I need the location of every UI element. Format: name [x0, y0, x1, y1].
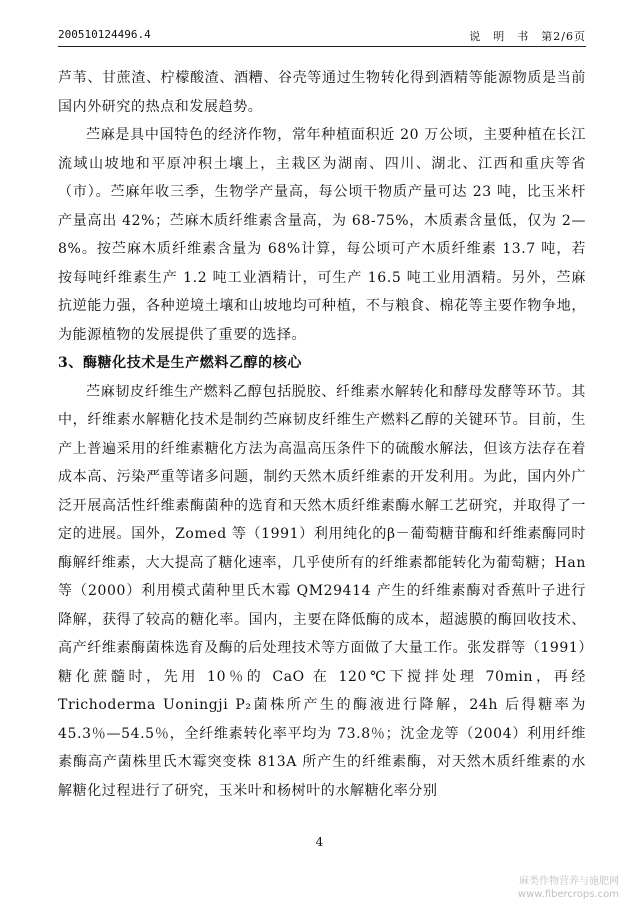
header-section-page: 说 明 书 第2/6页	[469, 30, 586, 43]
document-number: 200510124496.4	[58, 28, 151, 41]
section-heading: 3、酶糖化技术是生产燃料乙醇的核心	[58, 355, 302, 371]
paragraph-1: 芦苇、甘蔗渣、柠檬酸渣、酒糟、谷壳等通过生物转化得到酒精等能源物质是当前国内外研究的热点和发展趋势。	[58, 70, 586, 115]
watermark-url: www.fibercrops.com	[517, 889, 619, 900]
document-body	[58, 64, 586, 805]
watermark-title: 麻类作物营养与施肥网	[519, 876, 619, 887]
page-header	[58, 24, 586, 46]
page-number: 4	[315, 835, 324, 849]
paragraph-2: 苎麻是具中国特色的经济作物，常年种植面积近 20 万公顷，主要种植在长江流域山坡地和平原冲积土壤上，主栽区为湖南、四川、湖北、江西和重庆等省（市）。苎麻年收三季，生物学产量高，每公顷干物质产量可达 23 吨，比玉米杆产量高出 42%；苎麻木质纤维素含量高，为 68-75%，木质素含量低，仅为 2—8%。按苎麻木质纤维素含量为 68%计算，每公顷可产木质纤维素 13.7 吨，若按每吨纤维素生产 1.2 吨工业酒精计，可生产 16.5 吨工业用酒精。另外，苎麻抗逆能力强，各种逆境土壤和山坡地均可种植，不与粮食、棉花等主要作物争地，为能源植物的发展提供了重要的选择。	[58, 127, 586, 343]
watermark	[518, 875, 619, 901]
paragraph-3: 苎麻韧皮纤维生产燃料乙醇包括脱胶、纤维素水解转化和酵母发酵等环节。其中，纤维素水解糖化技术是制约苎麻韧皮纤维生产燃料乙醇的关键环节。目前，生产上普遍采用的纤维素糖化方法为高温高压条件下的硫酸水解法，但该方法存在着成本高、污染严重等诸多问题，制约天然木质纤维素的开发利用。为此，国内外广泛开展高活性纤维素酶菌种的选育和天然木质纤维素酶水解工艺研究，并取得了一定的进展。国外，Zomed 等（1991）利用纯化的β－葡萄糖苷酶和纤维素酶同时酶解纤维素，大大提高了糖化速率，几乎使所有的纤维素都能转化为葡萄糖；Han 等（2000）利用模式菌种里氏木霉 QM29414 产生的纤维素酶对香蕉叶子进行降解，获得了较高的糖化率。国内，主要在降低酶的成本，超滤膜的酶回收技术、高产纤维素酶菌株选育及酶的后处理技术等方面做了大量工作。张发群等（1991）糖化蔗髓时，先用 10％的 CaO 在 120℃下搅拌处理 70min，再经 Trichoderma Uoningji P₂菌株所产生的酶液进行降解，24h 后得糖率为 45.3％—54.5％，全纤维素转化率平均为 73.8％；沈金龙等（2004）利用纤维素酶高产菌株里氏木霉突变株 813A 所产生的纤维素酶，对天然木质纤维素的水解糖化过程进行了研究，玉米叶和杨树叶的水解糖化率分别	[58, 383, 586, 799]
header-rule	[58, 46, 586, 47]
